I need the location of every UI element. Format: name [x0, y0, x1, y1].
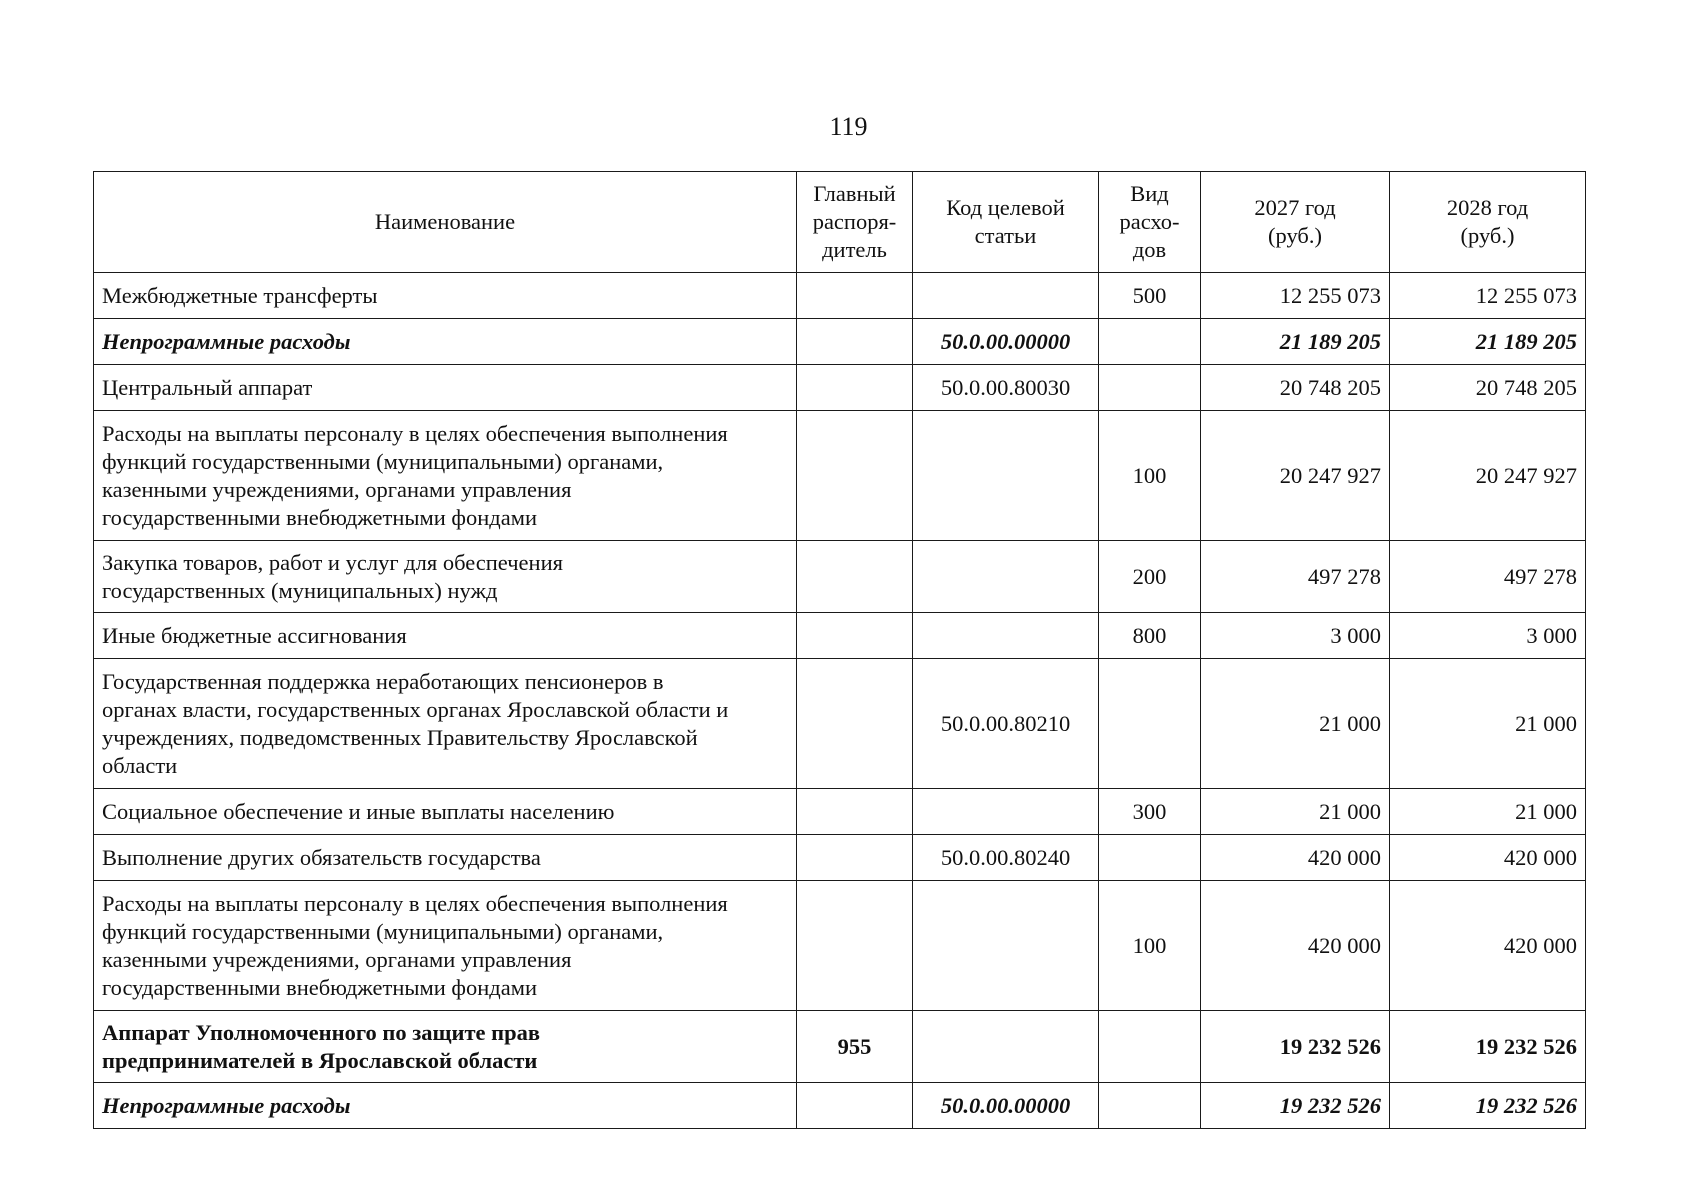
table-row — [94, 411, 1586, 541]
cell-amount-2028: 20 247 927 — [1390, 411, 1586, 541]
cell-target-code: 50.0.00.00000 — [913, 1083, 1099, 1129]
header-manager: Главный распоря- дитель — [797, 172, 913, 273]
cell-target-code — [913, 273, 1099, 319]
cell-manager — [797, 613, 913, 659]
cell-amount-2027: 420 000 — [1201, 835, 1390, 881]
cell-amount-2027: 21 000 — [1201, 659, 1390, 789]
cell-manager — [797, 411, 913, 541]
cell-manager — [797, 541, 913, 613]
cell-expense-type: 300 — [1099, 789, 1201, 835]
cell-expense-type: 100 — [1099, 411, 1201, 541]
table-row — [94, 541, 1586, 613]
cell-name: Государственная поддержка неработающих пенсионеров в органах власти, государственных органах Ярославской области и учреждениях, подведомственных Правительству Ярославской области — [94, 659, 797, 789]
cell-amount-2027: 19 232 526 — [1201, 1083, 1390, 1129]
cell-amount-2028: 21 000 — [1390, 789, 1586, 835]
cell-name: Непрограммные расходы — [94, 319, 797, 365]
cell-name: Расходы на выплаты персоналу в целях обеспечения выполнения функций государственными (муниципальными) органами, казенными учреждениями, органами управления государственными внебюджетными фондами — [94, 881, 797, 1011]
cell-amount-2027: 21 189 205 — [1201, 319, 1390, 365]
cell-expense-type — [1099, 1083, 1201, 1129]
table-row — [94, 365, 1586, 411]
cell-target-code: 50.0.00.00000 — [913, 319, 1099, 365]
cell-target-code — [913, 1011, 1099, 1083]
cell-target-code: 50.0.00.80210 — [913, 659, 1099, 789]
cell-expense-type — [1099, 659, 1201, 789]
cell-amount-2028: 19 232 526 — [1390, 1083, 1586, 1129]
table-row — [94, 659, 1586, 789]
cell-expense-type: 100 — [1099, 881, 1201, 1011]
cell-amount-2027: 420 000 — [1201, 881, 1390, 1011]
cell-name: Иные бюджетные ассигнования — [94, 613, 797, 659]
cell-amount-2028: 3 000 — [1390, 613, 1586, 659]
cell-expense-type: 200 — [1099, 541, 1201, 613]
cell-expense-type — [1099, 319, 1201, 365]
cell-manager — [797, 365, 913, 411]
header-target-code: Код целевой статьи — [913, 172, 1099, 273]
cell-name: Центральный аппарат — [94, 365, 797, 411]
header-expense-type: Вид расхо- дов — [1099, 172, 1201, 273]
cell-manager — [797, 789, 913, 835]
table-row — [94, 319, 1586, 365]
cell-amount-2028: 20 748 205 — [1390, 365, 1586, 411]
cell-amount-2027: 497 278 — [1201, 541, 1390, 613]
cell-manager — [797, 273, 913, 319]
cell-name: Аппарат Уполномоченного по защите прав предпринимателей в Ярославской области — [94, 1011, 797, 1083]
cell-name: Социальное обеспечение и иные выплаты населению — [94, 789, 797, 835]
table-row — [94, 1083, 1586, 1129]
cell-amount-2028: 12 255 073 — [1390, 273, 1586, 319]
table-row — [94, 835, 1586, 881]
cell-target-code — [913, 541, 1099, 613]
cell-manager — [797, 1083, 913, 1129]
cell-name: Выполнение других обязательств государства — [94, 835, 797, 881]
header-year-2027: 2027 год (руб.) — [1201, 172, 1390, 273]
table-row — [94, 613, 1586, 659]
table-row — [94, 273, 1586, 319]
cell-manager — [797, 319, 913, 365]
cell-expense-type — [1099, 1011, 1201, 1083]
cell-manager — [797, 881, 913, 1011]
table-row — [94, 789, 1586, 835]
cell-amount-2027: 21 000 — [1201, 789, 1390, 835]
cell-amount-2027: 19 232 526 — [1201, 1011, 1390, 1083]
table-body — [94, 273, 1586, 1129]
cell-manager — [797, 659, 913, 789]
cell-manager: 955 — [797, 1011, 913, 1083]
table-row — [94, 881, 1586, 1011]
cell-name: Расходы на выплаты персоналу в целях обеспечения выполнения функций государственными (муниципальными) органами, казенными учреждениями, органами управления государственными внебюджетными фондами — [94, 411, 797, 541]
table-header-row — [94, 172, 1586, 273]
cell-manager — [797, 835, 913, 881]
cell-name: Непрограммные расходы — [94, 1083, 797, 1129]
table-row — [94, 1011, 1586, 1083]
cell-amount-2028: 420 000 — [1390, 881, 1586, 1011]
cell-amount-2028: 420 000 — [1390, 835, 1586, 881]
header-year-2028: 2028 год (руб.) — [1390, 172, 1586, 273]
cell-name: Межбюджетные трансферты — [94, 273, 797, 319]
cell-expense-type: 800 — [1099, 613, 1201, 659]
cell-amount-2027: 20 748 205 — [1201, 365, 1390, 411]
cell-target-code — [913, 881, 1099, 1011]
cell-amount-2027: 12 255 073 — [1201, 273, 1390, 319]
cell-amount-2028: 497 278 — [1390, 541, 1586, 613]
cell-amount-2027: 3 000 — [1201, 613, 1390, 659]
cell-target-code — [913, 411, 1099, 541]
header-name: Наименование — [94, 172, 797, 273]
page-number: 119 — [829, 112, 868, 141]
budget-table — [93, 171, 1586, 1129]
cell-amount-2028: 19 232 526 — [1390, 1011, 1586, 1083]
cell-amount-2028: 21 189 205 — [1390, 319, 1586, 365]
cell-expense-type — [1099, 835, 1201, 881]
cell-name: Закупка товаров, работ и услуг для обеспечения государственных (муниципальных) нужд — [94, 541, 797, 613]
cell-target-code: 50.0.00.80240 — [913, 835, 1099, 881]
cell-amount-2028: 21 000 — [1390, 659, 1586, 789]
cell-amount-2027: 20 247 927 — [1201, 411, 1390, 541]
cell-expense-type: 500 — [1099, 273, 1201, 319]
cell-target-code: 50.0.00.80030 — [913, 365, 1099, 411]
cell-target-code — [913, 789, 1099, 835]
cell-expense-type — [1099, 365, 1201, 411]
cell-target-code — [913, 613, 1099, 659]
